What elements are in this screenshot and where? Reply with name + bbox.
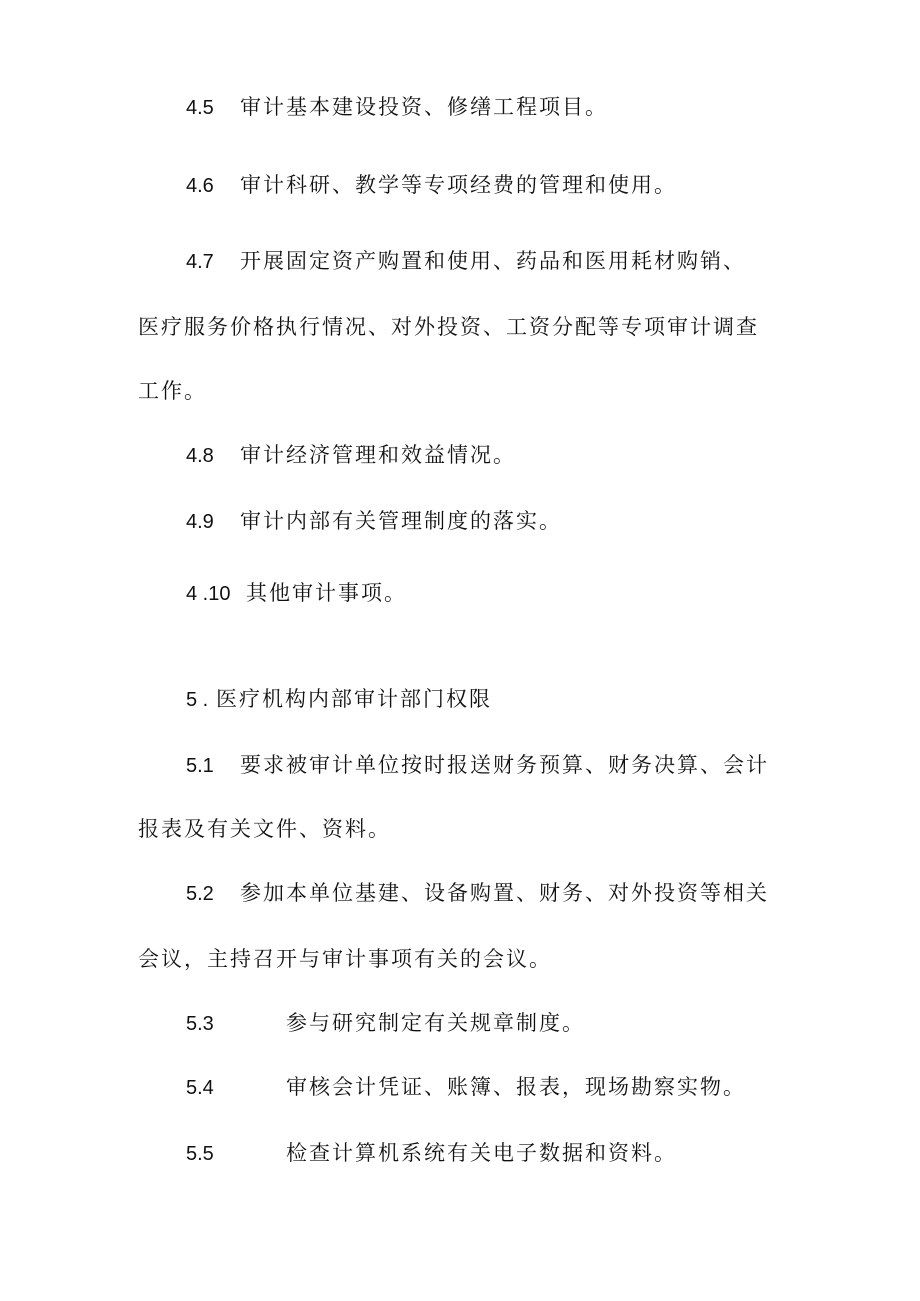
clause-number: 5.4: [186, 1077, 214, 1099]
clause-5-5: [186, 1138, 677, 1169]
clause-4-9: [186, 506, 562, 537]
clause-number: 4 .10: [186, 583, 231, 605]
clause-text: 审计经济管理和效益情况。: [240, 443, 516, 467]
clause-number: 5.2: [186, 883, 214, 905]
clause-5-1-continuation: [138, 814, 391, 844]
clause-number: 4.5: [186, 97, 214, 119]
clause-5-2: [186, 878, 769, 909]
section-title: 医疗机构内部审计部门权限: [216, 687, 492, 711]
clause-number: 5.3: [186, 1013, 214, 1035]
clause-text: 报表及有关文件、资料。: [138, 817, 391, 841]
clause-number: 4.8: [186, 445, 214, 467]
clause-text: 检查计算机系统有关电子数据和资料。: [286, 1141, 677, 1165]
clause-text: 审核会计凭证、账簿、报表，现场勘察实物。: [286, 1075, 746, 1099]
clause-number: 4.9: [186, 511, 214, 533]
clause-number: 5.5: [186, 1143, 214, 1165]
clause-text: 审计内部有关管理制度的落实。: [240, 509, 562, 533]
clause-4-6: [186, 170, 677, 201]
clause-text: 会议，主持召开与审计事项有关的会议。: [138, 947, 552, 971]
clause-text: 要求被审计单位按时报送财务预算、财务决算、会计: [240, 753, 769, 777]
clause-text: 审计科研、教学等专项经费的管理和使用。: [240, 173, 677, 197]
clause-number: 4.6: [186, 175, 214, 197]
clause-text: 参与研究制定有关规章制度。: [286, 1011, 585, 1035]
clause-text: 审计基本建设投资、修缮工程项目。: [240, 95, 608, 119]
clause-text: 工作。: [138, 379, 207, 403]
section-5-heading: [186, 684, 492, 715]
clause-4-5: [186, 92, 608, 123]
clause-text: 开展固定资产购置和使用、药品和医用耗材购销、: [240, 249, 746, 273]
clause-4-7-continuation-2: [138, 376, 207, 406]
clause-number: 4.7: [186, 251, 214, 273]
clause-5-2-continuation: [138, 944, 552, 974]
section-number: 5 .: [186, 689, 209, 711]
clause-5-4: [186, 1072, 746, 1103]
clause-number: 5.1: [186, 755, 214, 777]
clause-5-3: [186, 1008, 585, 1039]
clause-4-7-continuation-1: [138, 312, 759, 342]
clause-5-1: [186, 750, 769, 781]
clause-4-10: [186, 578, 407, 609]
clause-text: 其他审计事项。: [246, 581, 407, 605]
clause-text: 医疗服务价格执行情况、对外投资、工资分配等专项审计调查: [138, 315, 759, 339]
clause-4-7: [186, 246, 746, 277]
clause-4-8: [186, 440, 516, 471]
clause-text: 参加本单位基建、设备购置、财务、对外投资等相关: [240, 881, 769, 905]
